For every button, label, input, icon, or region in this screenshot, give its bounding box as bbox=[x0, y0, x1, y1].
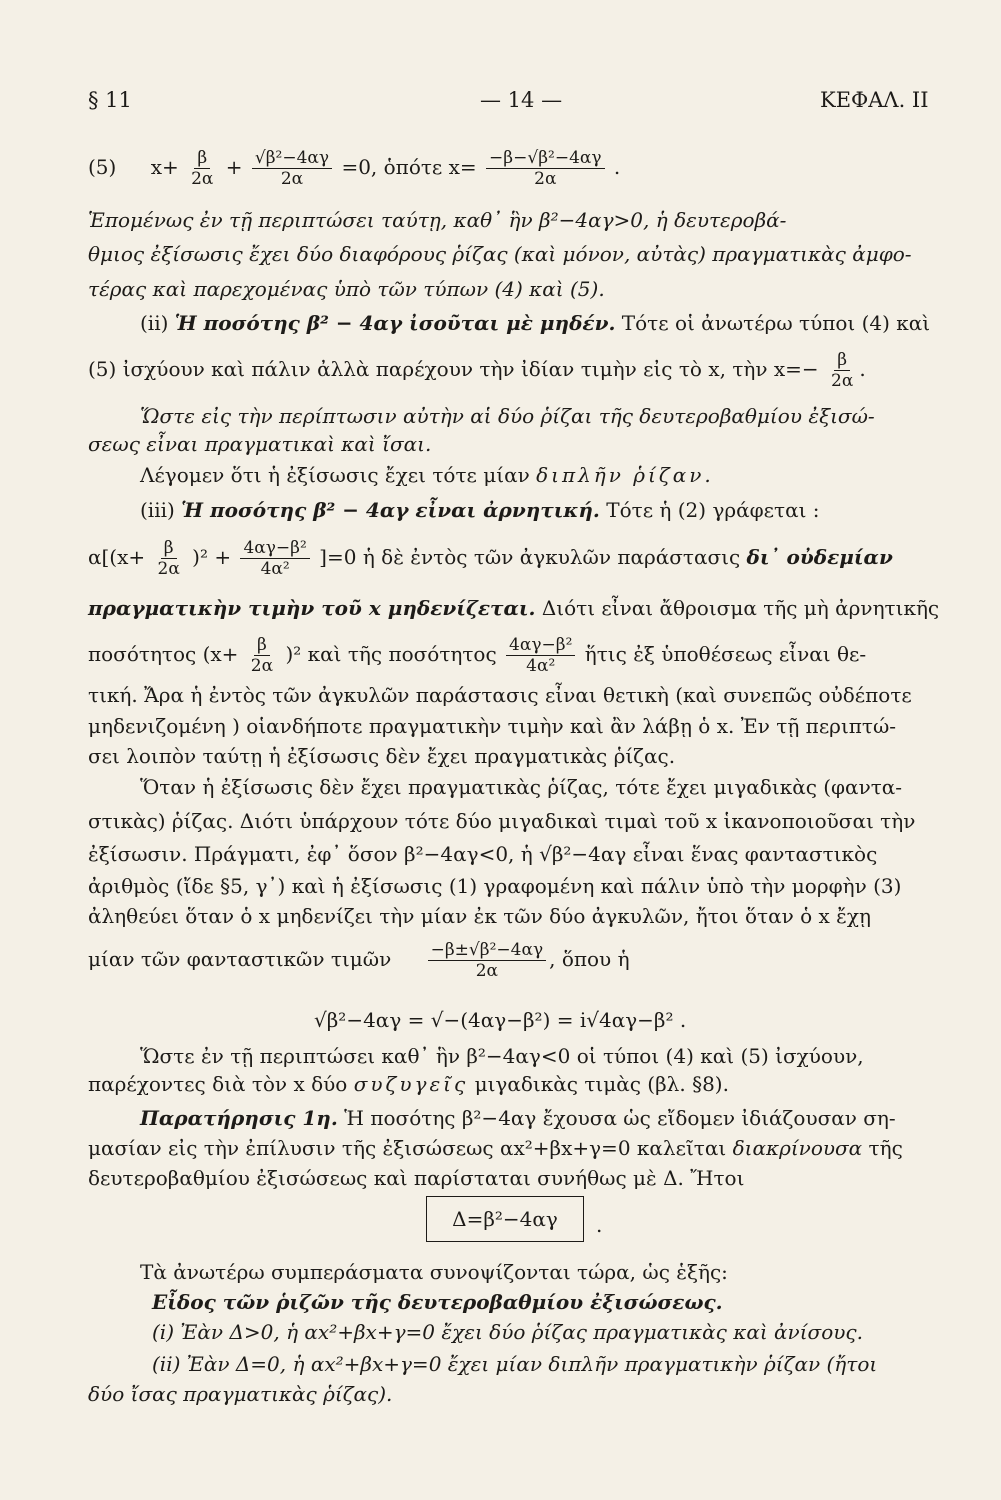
text-line bbox=[88, 350, 934, 391]
sqrt-equation: √β²−4αγ = √−(4αγ−β²) = i√4αγ−β² . bbox=[314, 1008, 687, 1032]
text-line bbox=[140, 461, 934, 489]
numerator: β bbox=[194, 148, 210, 169]
fraction bbox=[188, 148, 216, 189]
fraction bbox=[155, 538, 183, 579]
eq-text: )² + bbox=[192, 545, 232, 569]
text: Λέγομεν ὅτι ἡ ἐξίσωσις ἔχει τότε μίαν bbox=[140, 463, 530, 487]
eq-text: ]=0 ἡ δὲ ἐντὸς τῶν ἀγκυλῶν παράστασις bbox=[319, 545, 741, 569]
text-line: σει λοιπὸν ταύτῃ ἡ ἐξίσωσις δὲν ἔχει πραγματικὰς ῥίζας. bbox=[88, 744, 676, 768]
denominator: 2α bbox=[280, 169, 304, 189]
text: Ἡ ποσότης β²−4αγ ἔχουσα ὡς εἴδομεν ἰδιάζουσαν ση- bbox=[337, 1106, 896, 1130]
text-line: ἐξίσωσιν. Πράγματι, ἐφ᾽ ὅσον β²−4αγ<0, ἡ √β²−4αγ εἶναι ἕνας φανταστικὸς bbox=[88, 842, 878, 866]
numerator: 4αγ−β² bbox=[240, 538, 309, 559]
fraction bbox=[240, 538, 309, 579]
eq-text: . bbox=[613, 155, 621, 179]
denominator: 4α² bbox=[526, 656, 556, 676]
text: Τότε οἱ ἀνωτέρω τύποι (4) καὶ bbox=[615, 311, 931, 335]
numerator: β bbox=[834, 350, 850, 371]
text-line bbox=[88, 1070, 934, 1098]
text-line: Ἑπομένως ἐν τῇ περιπτώσει ταύτῃ, καθ᾽ ἣν β²−4αγ>0, ἡ δευτεροβά- bbox=[88, 208, 787, 232]
denominator: 2α bbox=[831, 371, 854, 391]
denominator: 2α bbox=[534, 169, 557, 189]
period: . bbox=[596, 1213, 603, 1237]
text: ἥτις ἐξ ὑποθέσεως εἶναι θε- bbox=[584, 642, 867, 666]
fraction bbox=[486, 148, 605, 189]
text: τῆς bbox=[862, 1136, 903, 1160]
text: μίαν τῶν φανταστικῶν τιμῶν bbox=[88, 947, 392, 971]
text-line: τική. Ἄρα ἡ ἐντὸς τῶν ἀγκυλῶν παράστασις εἶναι θετικὴ (καὶ συνεπῶς οὐδέποτε bbox=[88, 683, 912, 707]
text-line: (i) Ἐὰν Δ>0, ἡ αx²+βx+γ=0 ἔχει δύο ῥίζας πραγματικὰς καὶ ἀνίσους. bbox=[152, 1320, 863, 1344]
discriminant-box: Δ=β²−4αγ bbox=[426, 1196, 584, 1242]
text-line bbox=[88, 594, 940, 622]
eq-text: α[(x+ bbox=[88, 545, 146, 569]
fraction bbox=[506, 635, 575, 676]
text-line bbox=[88, 1134, 934, 1162]
eq-text: + bbox=[225, 155, 243, 179]
denominator: 2α bbox=[157, 559, 180, 579]
denominator: 2α bbox=[191, 169, 214, 189]
case-iii-heading bbox=[140, 496, 934, 524]
case-number: (ii) bbox=[140, 311, 169, 335]
text-line: στικὰς) ῥίζας. Διότι ὑπάρχουν τότε δύο μιγαδικαὶ τιμαὶ τοῦ x ἱκανοποιοῦσαι τὴν bbox=[88, 809, 916, 833]
text: Διότι εἶναι ἄθροισμα τῆς μὴ ἀρνητικῆς bbox=[535, 596, 940, 620]
fraction bbox=[252, 148, 332, 189]
numerator: β bbox=[161, 538, 177, 559]
numerator: √β²−4αγ bbox=[252, 148, 332, 169]
numerator: β bbox=[254, 635, 270, 656]
remark-heading bbox=[140, 1104, 934, 1132]
text-line: Ὥστε ἐν τῇ περιπτώσει καθ᾽ ἣν β²−4αγ<0 οἱ τύποι (4) καὶ (5) ἰσχύουν, bbox=[140, 1044, 864, 1068]
eq-label: (5) bbox=[88, 155, 117, 179]
emphasis: διακρίνουσα bbox=[732, 1136, 863, 1160]
text: )² καὶ τῆς ποσότητος bbox=[285, 642, 497, 666]
emphasis: συζυγεῖς bbox=[353, 1072, 469, 1096]
numerator: −β−√β²−4αγ bbox=[486, 148, 605, 169]
text-line bbox=[88, 635, 934, 676]
emphasis: διπλῆν ῥίζαν. bbox=[536, 463, 714, 487]
text-line: (ii) Ἐὰν Δ=0, ἡ αx²+βx+γ=0 ἔχει μίαν διπλῆν πραγματικὴν ῥίζαν (ἤτοι bbox=[152, 1352, 878, 1376]
text-line: μηδενιζομένη ) οἱανδήποτε πραγματικὴν τιμὴν καὶ ἂν λάβῃ ὁ x. Ἐν τῇ περιπτώ- bbox=[88, 714, 897, 738]
case-ii-heading bbox=[140, 309, 934, 337]
section-number: § 11 bbox=[88, 88, 132, 112]
emphasis: πραγματικὴν τιμὴν τοῦ x μηδενίζεται. bbox=[88, 596, 536, 620]
section-title: Εἶδος τῶν ῥιζῶν τῆς δευτεροβαθμίου ἐξισώσεως. bbox=[152, 1290, 723, 1314]
denominator: 4α² bbox=[260, 559, 290, 579]
denominator: 2α bbox=[250, 656, 274, 676]
numerator: 4αγ−β² bbox=[506, 635, 575, 656]
text-line: Ὥστε εἰς τὴν περίπτωσιν αὐτὴν αἱ δύο ῥίζαι τῆς δευτεροβαθμίου ἐξισώ- bbox=[140, 404, 875, 428]
eq-text: x+ bbox=[150, 155, 179, 179]
text: ποσότητος (x+ bbox=[88, 642, 239, 666]
text-line: θμιος ἐξίσωσις ἔχει δύο διαφόρους ῥίζας (καὶ μόνον, αὐτὰς) πραγματικὰς ἀμφο- bbox=[88, 242, 912, 266]
remark-title: Παρατήρησις 1η. bbox=[140, 1106, 338, 1130]
equation-5 bbox=[88, 148, 934, 189]
fraction bbox=[248, 635, 276, 676]
case-number: (iii) bbox=[140, 498, 175, 522]
text-line: τέρας καὶ παρεχομένας ὑπὸ τῶν τύπων (4) καὶ (5). bbox=[88, 277, 605, 301]
page-number: — 14 — bbox=[480, 88, 563, 112]
emphasis: δι᾽ οὐδεμίαν bbox=[746, 545, 893, 569]
text-line: ἀληθεύει ὅταν ὁ x μηδενίζει τὴν μίαν ἐκ τῶν δύο ἀγκυλῶν, ἤτοι ὅταν ὁ x ἔχῃ bbox=[88, 904, 871, 928]
text: παρέχοντες διὰ τὸν x δύο bbox=[88, 1072, 348, 1096]
text: . bbox=[859, 357, 866, 381]
text-line: δευτεροβαθμίου ἐξισώσεως καὶ παρίσταται συνήθως μὲ Δ. Ἤτοι bbox=[88, 1166, 745, 1190]
equation-2 bbox=[88, 538, 934, 579]
text: Τότε ἡ (2) γράφεται : bbox=[599, 498, 820, 522]
fraction bbox=[428, 940, 547, 981]
text-line: Τὰ ἀνωτέρω συμπεράσματα συνοψίζονται τώρα, ὡς ἑξῆς: bbox=[140, 1260, 728, 1284]
text-line: δύο ἴσας πραγματικὰς ῥίζας). bbox=[88, 1382, 393, 1406]
case-title: Ἡ ποσότης β² − 4αγ εἶναι ἀρνητική. bbox=[181, 498, 600, 522]
text: μασίαν εἰς τὴν ἐπίλυσιν τῆς ἐξισώσεως αx²+βx+γ=0 καλεῖται bbox=[88, 1136, 733, 1160]
numerator: −β±√β²−4αγ bbox=[428, 940, 547, 961]
chapter-label: ΚΕΦΑΛ. II bbox=[820, 88, 929, 112]
denominator: 2α bbox=[475, 961, 498, 981]
text: , ὅπου ἡ bbox=[549, 947, 630, 971]
text-line: ἀριθμὸς (ἴδε §5, γ᾽) καὶ ἡ ἐξίσωσις (1) γραφομένη καὶ πάλιν ὑπὸ τὴν μορφὴν (3) bbox=[88, 874, 902, 898]
text-line: Ὅταν ἡ ἐξίσωσις δὲν ἔχει πραγματικὰς ῥίζας, τότε ἔχει μιγαδικὰς (φαντα- bbox=[140, 775, 903, 799]
fraction bbox=[828, 350, 856, 391]
eq-text: =0, ὁπότε x= bbox=[341, 155, 477, 179]
text-line bbox=[88, 940, 934, 981]
text: μιγαδικὰς τιμὰς (βλ. §8). bbox=[468, 1072, 729, 1096]
text-line: σεως εἶναι πραγματικαὶ καὶ ἴσαι. bbox=[88, 432, 432, 456]
text: (5) ἰσχύουν καὶ πάλιν ἀλλὰ παρέχουν τὴν ἰδίαν τιμὴν εἰς τὸ x, τὴν x=− bbox=[88, 357, 819, 381]
case-title: Ἡ ποσότης β² − 4αγ ἰσοῦται μὲ μηδέν. bbox=[174, 311, 616, 335]
